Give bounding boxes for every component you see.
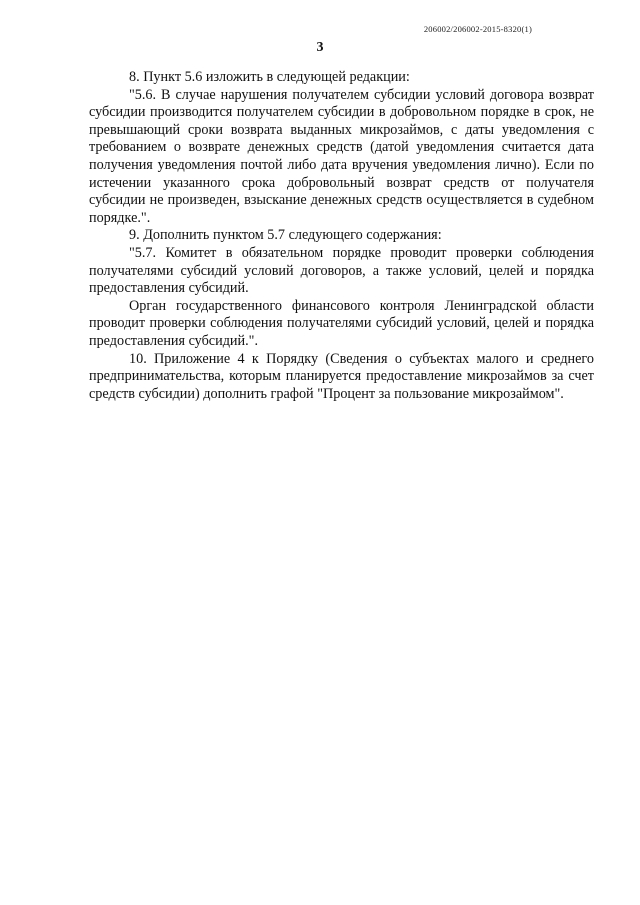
paragraph-financial-control: Орган государственного финансового контроля Ленинградской области проводит проверки соблюдения получателями субсидий условий, целей и порядка предоставления субсидий.". [89, 297, 594, 349]
paragraph-item-10: 10. Приложение 4 к Порядку (Сведения о субъектах малого и среднего предпринимательства, которым планируется предоставление микрозаймов за счет средств субсидии) дополнить графой "Процент за пользование микрозаймом". [89, 350, 594, 402]
document-id: 206002/206002-2015-8320(1) [423, 24, 532, 34]
document-body [89, 69, 594, 403]
paragraph-item-9: 9. Дополнить пунктом 5.7 следующего содержания: [129, 227, 442, 244]
paragraph-item-8: 8. Пункт 5.6 изложить в следующей редакции: [129, 69, 410, 85]
paragraph-clause-5-7: "5.7. Комитет в обязательном порядке проводит проверки соблюдения получателями субсидий условий договоров, а также условий, целей и порядка предоставления субсидий. [89, 244, 594, 297]
paragraph-clause-5-6: "5.6. В случае нарушения получателем субсидии условий договора возврат субсидии производится получателем субсидии в добровольном порядке в срок, не превышающий сроки возврата выданных микрозаймов, с даты уведомления с требованием о возврате денежных средств (датой уведомления считается дата получения уведомления почтой либо дата вручения уведомления лично). Если по истечении указанного срока добровольный возврат средств от получателя субсидии не произведен, взыскание денежных средств осуществляется в судебном порядке.". [89, 86, 594, 226]
page-number: 3 [316, 40, 324, 55]
